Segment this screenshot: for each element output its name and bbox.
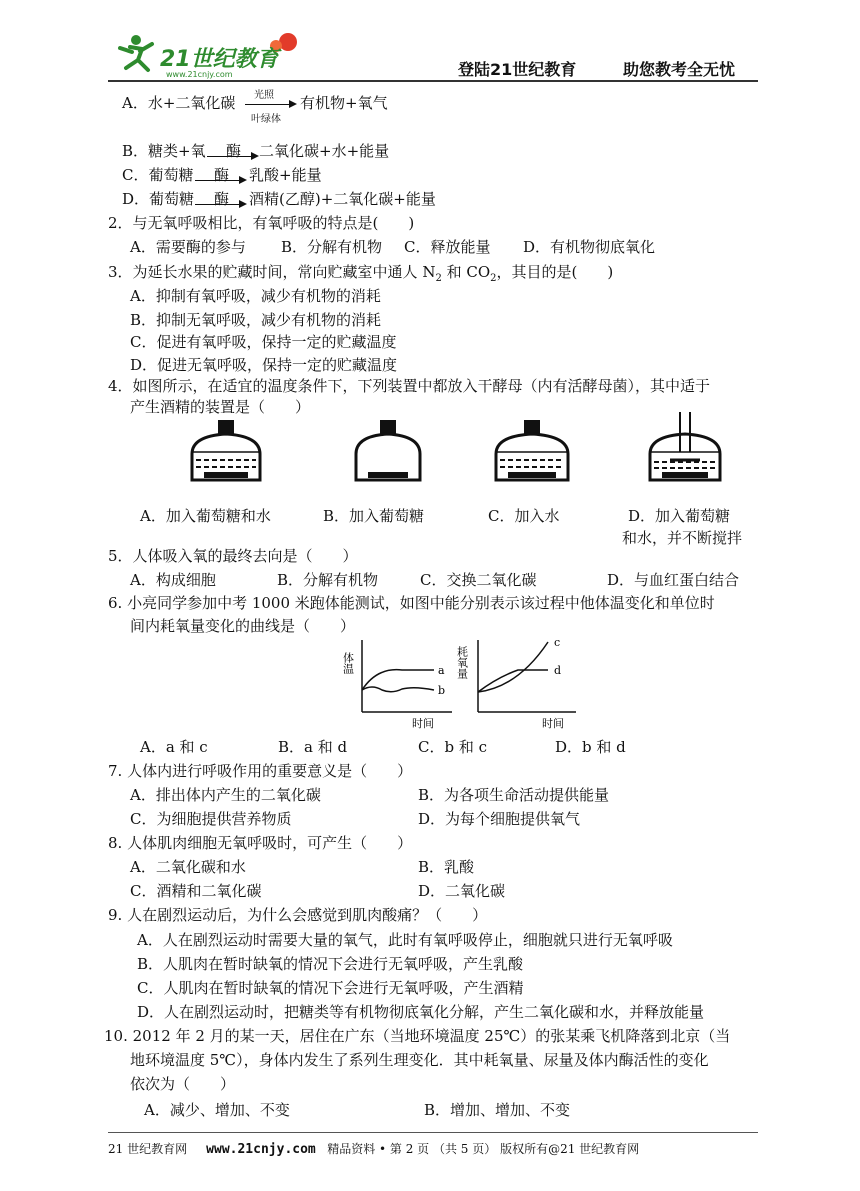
q2-option-d: D．有机物彻底氧化 <box>523 238 656 256</box>
graph1-xlabel: 时间 <box>412 717 434 730</box>
q8-option-a: A．二氧化碳和水 <box>130 858 246 876</box>
q7-option-c: C．为细胞提供营养物质 <box>130 810 292 828</box>
apparatus-d-icon <box>650 412 720 480</box>
graph2-ylabel: 耗氧量 <box>455 646 469 679</box>
q10-stem-line2: 地环境温度 5℃），身体内发生了系列生理变化．其中耗氧量、尿量及体内酶活性的变化 <box>130 1051 709 1069</box>
q3-option-a: A．抑制有氧呼吸，减少有机物的消耗 <box>130 287 381 305</box>
q1-c-enzyme: 酶 <box>214 166 230 184</box>
q6-option-d: D．b 和 d <box>555 738 626 756</box>
q3-option-c: C．促进有氧呼吸，保持一定的贮藏温度 <box>130 333 397 351</box>
q4-stem-line2: 产生酒精的装置是（ ） <box>130 398 311 416</box>
q1-a-right: 有机物+氧气 <box>300 94 388 112</box>
q1-b-right: 二氧化碳+水+能量 <box>259 142 390 160</box>
q2-option-a: A．需要酶的参与 <box>130 238 246 256</box>
footer-divider <box>108 1132 758 1133</box>
logo <box>108 30 308 80</box>
q9-option-b: B．人肌肉在暂时缺氧的情况下会进行无氧呼吸，产生乳酸 <box>137 955 524 973</box>
q5-option-a: A．构成细胞 <box>130 571 216 589</box>
q1-c-left: C．葡萄糖 <box>122 166 194 184</box>
q4-option-c: C．加入水 <box>488 507 560 525</box>
q6-graph-temperature <box>342 632 462 730</box>
q6-option-c: C．b 和 c <box>418 738 488 756</box>
q6-graph-oxygen <box>455 632 588 730</box>
q4-option-a: A．加入葡萄糖和水 <box>140 507 271 525</box>
graph2-xlabel: 时间 <box>542 717 564 730</box>
curve-a-label: a <box>438 664 445 677</box>
q2-stem: 2．与无氧呼吸相比，有氧呼吸的特点是( ) <box>108 214 415 232</box>
q9-option-d: D．人在剧烈运动时，把糖类等有机物彻底氧化分解，产生二氧化碳和水，并释放能量 <box>137 1003 705 1021</box>
logo-text: 21世纪教育 <box>160 47 279 72</box>
q10-stem-line3: 依次为（ ） <box>130 1075 236 1093</box>
q9-stem: 9. 人在剧烈运动后，为什么会感觉到肌肉酸痛？（ ） <box>108 906 488 924</box>
q1-a-condition-top: 光照 <box>254 90 274 101</box>
q1-b-left: B．糖类+氧 <box>122 142 206 160</box>
header-site: 登陆21世纪教育 <box>458 60 577 79</box>
q1-a-condition-bottom: 叶绿体 <box>251 114 281 125</box>
curve-c-label: c <box>554 636 561 649</box>
q2-option-b: B．分解有机物 <box>281 238 383 256</box>
q2-option-c: C．释放能量 <box>404 238 491 256</box>
q6-stem-line1: 6. 小亮同学参加中考 1000 米跑体能测试，如图中能分别表示该过程中他体温变化和单位时 <box>108 594 715 612</box>
q1-a-left: A．水+二氧化碳 <box>122 94 236 112</box>
apparatus-b-icon <box>356 420 420 480</box>
q6-stem-line2: 间内耗氧量变化的曲线是（ ） <box>130 617 356 635</box>
curve-d-label: d <box>554 664 562 677</box>
q7-option-a: A．排出体内产生的二氧化碳 <box>130 786 321 804</box>
logo-runner-icon <box>108 30 308 80</box>
curve-b <box>362 687 434 692</box>
logo-url: www.21cnjy.com <box>166 70 233 79</box>
q6-option-b: B．a 和 d <box>278 738 348 756</box>
q8-option-b: B．乳酸 <box>418 858 475 876</box>
q5-stem: 5．人体吸入氧的最终去向是（ ） <box>108 547 358 565</box>
q5-option-d: D．与血红蛋白结合 <box>607 571 740 589</box>
curve-b-label: b <box>438 684 446 697</box>
footer-info: 精品资料 • 第 2 页 （共 5 页） 版权所有@21 世纪教育网 <box>327 1142 640 1156</box>
q4-option-d-line2: 和水，并不断搅拌 <box>622 529 743 547</box>
q8-stem: 8. 人体肌肉细胞无氧呼吸时，可产生（ ） <box>108 834 413 852</box>
q1-d-enzyme: 酶 <box>214 190 230 208</box>
q1-b-enzyme: 酶 <box>226 142 242 160</box>
q3-option-b: B．抑制无氧呼吸，减少有机物的消耗 <box>130 311 382 329</box>
footer-site: 21 世纪教育网 <box>108 1142 188 1156</box>
q7-option-d: D．为每个细胞提供氧气 <box>418 810 581 828</box>
q8-option-c: C．酒精和二氧化碳 <box>130 882 262 900</box>
q7-stem: 7. 人体内进行呼吸作用的重要意义是（ ） <box>108 762 413 780</box>
q4-option-d-line1: D．加入葡萄糖 <box>628 507 731 525</box>
q4-option-b: B．加入葡萄糖 <box>323 507 425 525</box>
q9-option-c: C．人肌肉在暂时缺氧的情况下会进行无氧呼吸，产生酒精 <box>137 979 524 997</box>
graph1-ylabel: 体温 <box>341 652 355 674</box>
q7-option-b: B．为各项生命活动提供能量 <box>418 786 610 804</box>
q1-a-arrow <box>245 104 295 105</box>
q8-option-d: D．二氧化碳 <box>418 882 506 900</box>
q3-stem: 3．为延长水果的贮藏时间，常向贮藏室中通人 $N_2$ 和 $CO_2$，其目的是( ) <box>108 263 614 284</box>
q1-d-right: 酒精(乙醇)+二氧化碳+能量 <box>249 190 436 208</box>
q10-stem-line1: 10. 2012 年 2 月的某一天，居住在广东（当地环境温度 25℃）的张某乘飞机降落到北京（当 <box>104 1027 731 1045</box>
q5-option-b: B．分解有机物 <box>277 571 379 589</box>
q6-option-a: A．a 和 c <box>140 738 208 756</box>
footer <box>108 1140 639 1157</box>
header-slogan: 助您教考全无忧 <box>623 60 736 79</box>
q1-b-arrow <box>207 156 257 157</box>
q1-c-arrow <box>195 180 245 181</box>
apparatus-a-icon <box>192 420 260 480</box>
curve-d <box>478 670 548 692</box>
q4-apparatus-figure <box>180 412 750 492</box>
q1-c-right: 乳酸+能量 <box>249 166 322 184</box>
q10-option-a: A．减少、增加、不变 <box>144 1101 290 1119</box>
q4-stem-line1: 4．如图所示，在适宜的温度条件下，下列装置中都放入干酵母（内有活酵母菌），其中适于 <box>108 377 711 395</box>
footer-url[interactable]: www.21cnjy.com <box>206 1142 316 1157</box>
header-divider <box>108 80 758 82</box>
apparatus-c-icon <box>496 420 568 480</box>
q5-option-c: C．交换二氧化碳 <box>420 571 537 589</box>
q9-option-a: A．人在剧烈运动时需要大量的氧气，此时有氧呼吸停止，细胞就只进行无氧呼吸 <box>137 931 673 949</box>
q3-option-d: D．促进无氧呼吸，保持一定的贮藏温度 <box>130 356 398 374</box>
q1-d-left: D．葡萄糖 <box>122 190 195 208</box>
q1-d-arrow <box>195 204 245 205</box>
q10-option-b: B．增加、增加、不变 <box>424 1101 571 1119</box>
